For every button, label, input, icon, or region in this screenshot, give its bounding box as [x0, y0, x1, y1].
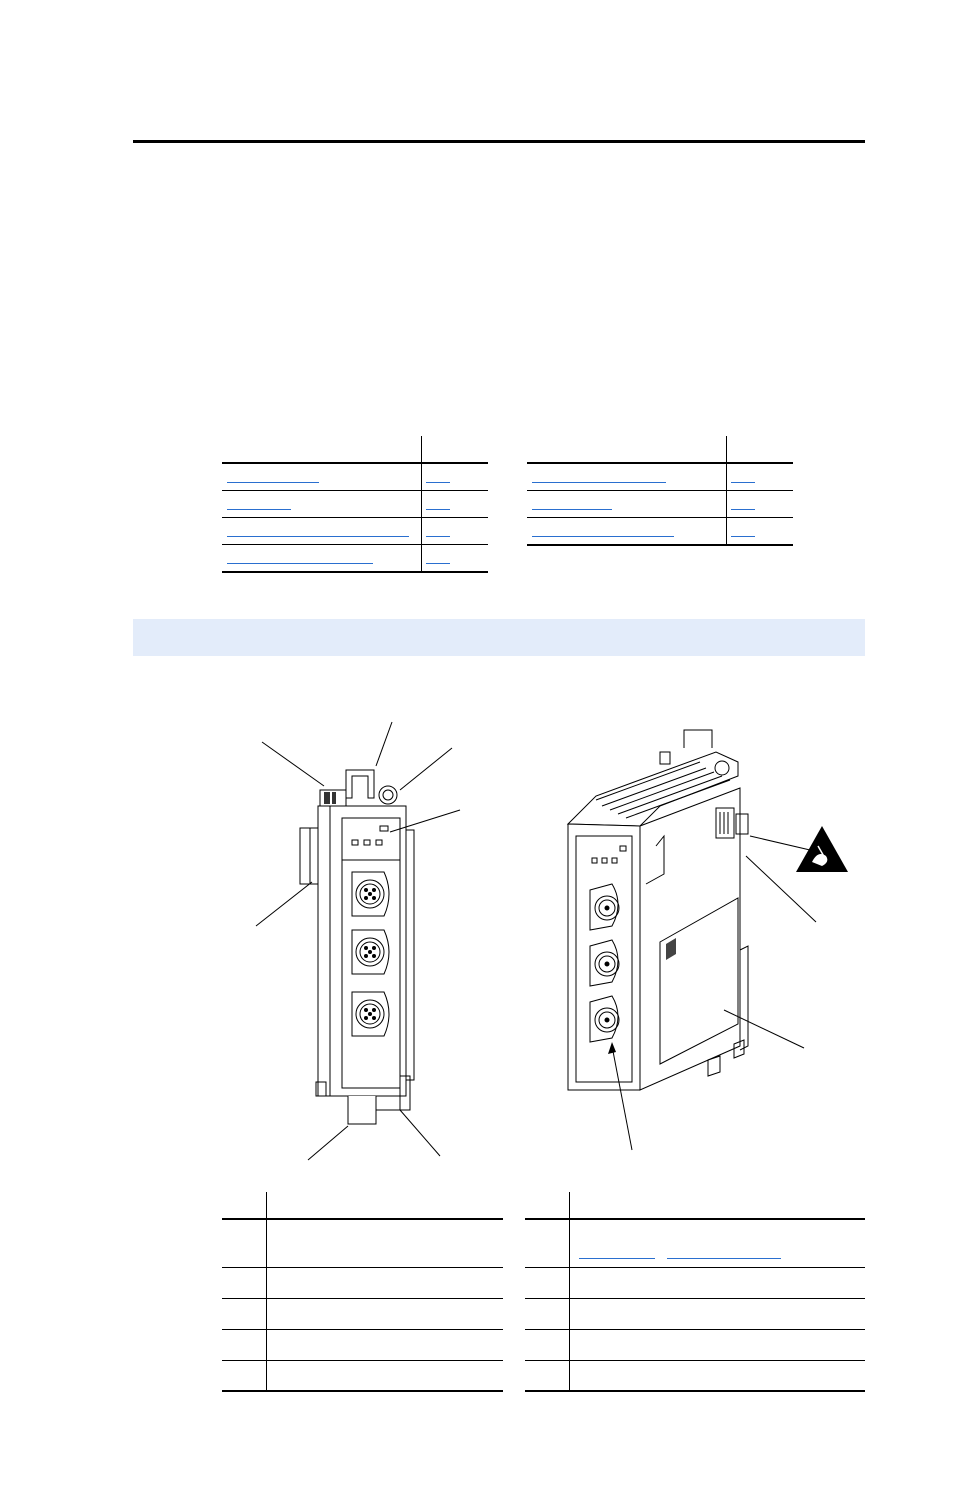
module-front-view — [256, 722, 460, 1160]
callout-row — [525, 1298, 865, 1329]
section-heading-band — [133, 619, 865, 656]
module-hardware-figure — [240, 716, 860, 1166]
callout-description — [267, 1329, 504, 1360]
toc-page-link[interactable] — [422, 518, 489, 545]
toc-page-link[interactable] — [727, 491, 794, 518]
toc-topic-link[interactable] — [527, 518, 727, 546]
callout-item — [525, 1329, 570, 1360]
toc-topic-link[interactable] — [222, 463, 422, 491]
toc-topic-link[interactable] — [222, 491, 422, 518]
callout-item — [525, 1219, 570, 1267]
connector-port-icon — [352, 930, 389, 974]
toc-topic-link[interactable] — [527, 491, 727, 518]
toc-row[interactable] — [527, 491, 793, 518]
connector-port-icon — [352, 872, 389, 916]
callout-item — [222, 1329, 267, 1360]
toc-header-row — [527, 436, 793, 463]
callout-item — [525, 1298, 570, 1329]
callout-row — [222, 1267, 503, 1298]
callout-item — [525, 1267, 570, 1298]
toc-table-right — [527, 436, 793, 546]
callout-header-description — [267, 1192, 504, 1219]
toc-header-row — [222, 436, 488, 463]
callout-description — [570, 1329, 866, 1360]
toc-row[interactable] — [222, 518, 488, 545]
callout-header-item — [525, 1192, 570, 1219]
callout-item — [222, 1298, 267, 1329]
module-isometric-view — [568, 730, 848, 1150]
toc-row[interactable] — [527, 518, 793, 546]
callout-item — [222, 1219, 267, 1267]
toc-header-page — [422, 436, 489, 463]
callout-row — [525, 1219, 865, 1267]
callout-row — [222, 1219, 503, 1267]
toc-page-link[interactable] — [727, 518, 794, 546]
callout-description — [570, 1360, 866, 1391]
callout-row — [525, 1329, 865, 1360]
callout-row — [222, 1298, 503, 1329]
callout-description — [570, 1219, 866, 1267]
toc-table-left — [222, 436, 488, 573]
callout-description — [570, 1267, 866, 1298]
callout-item — [222, 1267, 267, 1298]
callout-row — [222, 1329, 503, 1360]
toc-header-page — [727, 436, 794, 463]
callout-link[interactable] — [579, 1258, 655, 1259]
page-top-rule — [133, 140, 865, 143]
callout-table-right — [525, 1192, 865, 1392]
connector-port-icon — [352, 992, 389, 1036]
callout-table-left — [222, 1192, 503, 1392]
toc-topic-link[interactable] — [222, 545, 422, 573]
callout-description — [267, 1267, 504, 1298]
toc-header-topic — [222, 436, 422, 463]
section-heading — [133, 619, 865, 635]
toc-page-link[interactable] — [422, 463, 489, 491]
callout-item — [222, 1360, 267, 1391]
callout-row — [525, 1267, 865, 1298]
callout-header-description — [570, 1192, 866, 1219]
toc-row[interactable] — [222, 545, 488, 573]
toc-header-topic — [527, 436, 727, 463]
callout-row — [222, 1360, 503, 1391]
callout-description — [570, 1298, 866, 1329]
toc-row[interactable] — [527, 463, 793, 491]
callout-header-row — [525, 1192, 865, 1219]
callout-description — [267, 1298, 504, 1329]
callout-item — [525, 1360, 570, 1391]
callout-header-item — [222, 1192, 267, 1219]
callout-description — [267, 1360, 504, 1391]
toc-page-link[interactable] — [727, 463, 794, 491]
callout-header-row — [222, 1192, 503, 1219]
callout-description — [267, 1219, 504, 1267]
toc-row[interactable] — [222, 491, 488, 518]
toc-topic-link[interactable] — [527, 463, 727, 491]
callout-row — [525, 1360, 865, 1391]
toc-row[interactable] — [222, 463, 488, 491]
callout-link[interactable] — [667, 1258, 781, 1259]
toc-page-link[interactable] — [422, 491, 489, 518]
toc-page-link[interactable] — [422, 545, 489, 573]
toc-topic-link[interactable] — [222, 518, 422, 545]
